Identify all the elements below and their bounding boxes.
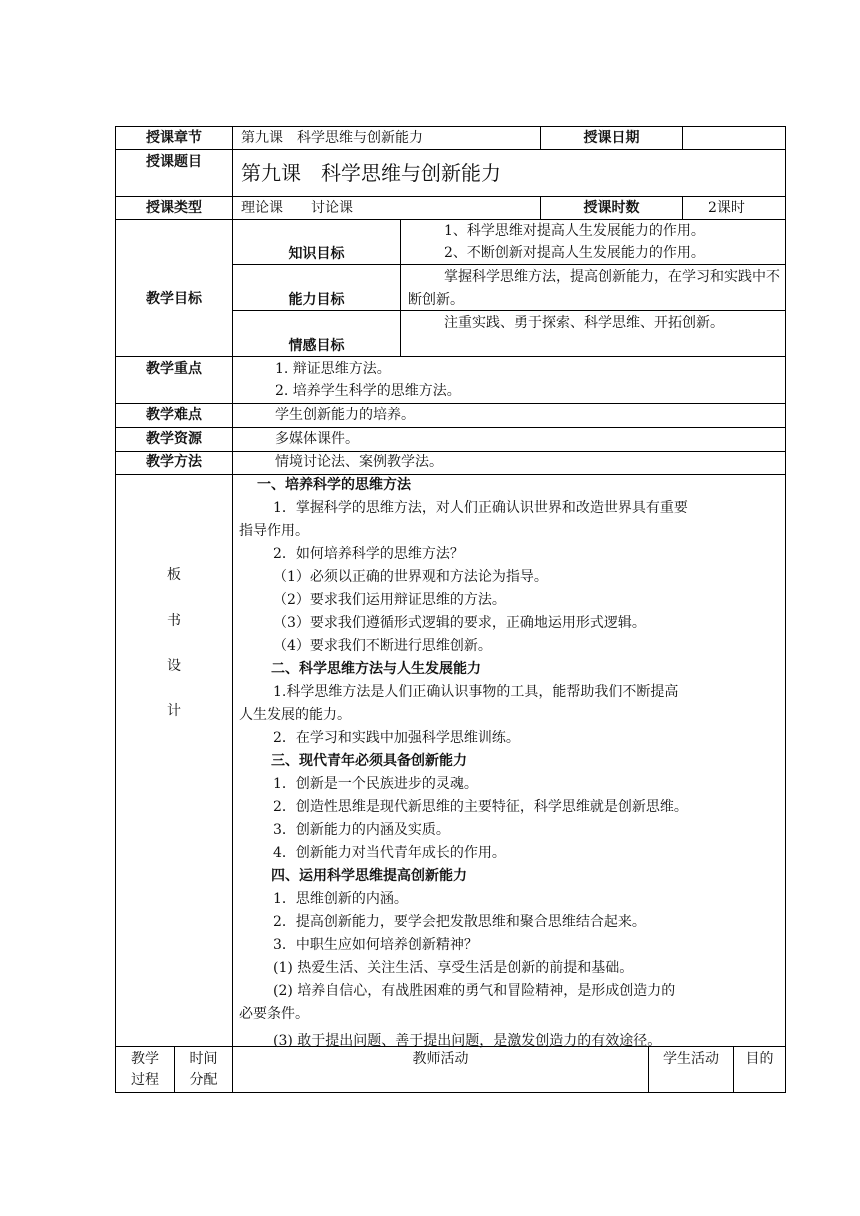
key-point-1: 1. 辩证思维方法。 bbox=[275, 361, 391, 377]
difficulty-value: 学生创新能力的培养。 bbox=[275, 407, 415, 423]
board-line: 2．创造性思维是现代新思维的主要特征，科学思维就是创新思维。 bbox=[273, 799, 688, 815]
board-line: 4．创新能力对当代青年成长的作用。 bbox=[273, 845, 506, 861]
emotion-label: 情感目标 bbox=[288, 338, 345, 354]
board-heading: 一、培养科学的思维方法 bbox=[257, 477, 411, 493]
process-col2-line1: 时间 bbox=[189, 1051, 218, 1067]
process-col2-line2: 分配 bbox=[189, 1072, 218, 1088]
type-value: 理论课 讨论课 bbox=[241, 200, 353, 216]
topic-value: 第九课 科学思维与创新能力 bbox=[241, 161, 501, 185]
board-line: 2．在学习和实践中加强科学思维训练。 bbox=[273, 730, 520, 746]
chapter-label: 授课章节 bbox=[146, 130, 202, 146]
board-line: (1) 热爱生活、关注生活、享受生活是创新的前提和基础。 bbox=[273, 960, 634, 976]
knowledge-line-1: 1、科学思维对提高人生发展能力的作用。 bbox=[444, 223, 705, 239]
process-col1-line2: 过程 bbox=[131, 1072, 159, 1088]
board-heading: 四、运用科学思维提高创新能力 bbox=[271, 868, 467, 884]
key-point-2: 2. 培养学生科学的思维方法。 bbox=[275, 383, 461, 399]
objectives-label: 教学目标 bbox=[146, 291, 202, 307]
board-line: 1．创新是一个民族进步的灵魂。 bbox=[273, 776, 478, 792]
board-heading: 三、现代青年必须具备创新能力 bbox=[271, 753, 467, 769]
knowledge-line-2: 2、不断创新对提高人生发展能力的作用。 bbox=[444, 245, 705, 261]
board-label-char-4: 计 bbox=[167, 703, 181, 719]
board-label-char-2: 书 bbox=[167, 613, 181, 629]
board-line: （1）必须以正确的世界观和方法论为指导。 bbox=[273, 569, 548, 585]
teacher-activity-header: 教师活动 bbox=[412, 1051, 469, 1067]
type-label: 授课类型 bbox=[146, 200, 202, 216]
board-line: 2．提高创新能力，要学会把发散思维和聚合思维结合起来。 bbox=[273, 914, 646, 930]
board-line: 必要条件。 bbox=[239, 1006, 309, 1022]
board-label-char-1: 板 bbox=[167, 567, 181, 583]
knowledge-label: 知识目标 bbox=[288, 246, 345, 262]
board-line: 1.科学思维方法是人们正确认识事物的工具，能帮助我们不断提高 bbox=[273, 684, 679, 700]
board-line: 3．创新能力的内涵及实质。 bbox=[273, 822, 450, 838]
process-col1-line1: 教学 bbox=[131, 1051, 159, 1067]
purpose-header: 目的 bbox=[745, 1051, 774, 1067]
board-label-char-3: 设 bbox=[167, 658, 181, 674]
ability-label: 能力目标 bbox=[288, 292, 345, 308]
resources-value: 多媒体课件。 bbox=[275, 431, 359, 447]
board-line: 1．掌握科学的思维方法，对人们正确认识世界和改造世界具有重要 bbox=[273, 500, 688, 516]
board-line: 指导作用。 bbox=[239, 523, 309, 539]
board-line: （3）要求我们遵循形式逻辑的要求，正确地运用形式逻辑。 bbox=[273, 615, 646, 631]
topic-label: 授课题目 bbox=[146, 154, 202, 170]
board-line: 3．中职生应如何培养创新精神？ bbox=[273, 937, 478, 953]
board-line: （4）要求我们不断进行思维创新。 bbox=[273, 638, 492, 654]
methods-value: 情境讨论法、案例教学法。 bbox=[275, 454, 443, 470]
resources-label: 教学资源 bbox=[146, 431, 202, 447]
chapter-value: 第九课 科学思维与创新能力 bbox=[241, 130, 423, 146]
board-line: (3) 敢于提出问题、善于提出问题，是激发创造力的有效途径。 bbox=[273, 1033, 662, 1049]
board-heading: 二、科学思维方法与人生发展能力 bbox=[271, 661, 481, 677]
board-line: 2．如何培养科学的思维方法？ bbox=[273, 546, 464, 562]
difficulty-label: 教学难点 bbox=[146, 407, 202, 423]
board-line: 人生发展的能力。 bbox=[239, 707, 351, 723]
student-activity-header: 学生活动 bbox=[663, 1051, 719, 1067]
emotion-text: 注重实践、勇于探索、科学思维、开拓创新。 bbox=[444, 315, 724, 331]
key-points-label: 教学重点 bbox=[146, 361, 202, 377]
hours-value: 2课时 bbox=[708, 200, 745, 216]
board-line: （2）要求我们运用辩证思维的方法。 bbox=[273, 592, 506, 608]
ability-text: 掌握科学思维方法，提高创新能力，在学习和实践中不断创新。 bbox=[408, 269, 780, 308]
methods-label: 教学方法 bbox=[146, 454, 202, 470]
board-line: 1．思维创新的内涵。 bbox=[273, 891, 408, 907]
board-line: (2) 培养自信心，有战胜困难的勇气和冒险精神，是形成创造力的 bbox=[273, 983, 676, 999]
hours-label: 授课时数 bbox=[583, 200, 640, 216]
date-label: 授课日期 bbox=[583, 130, 640, 146]
